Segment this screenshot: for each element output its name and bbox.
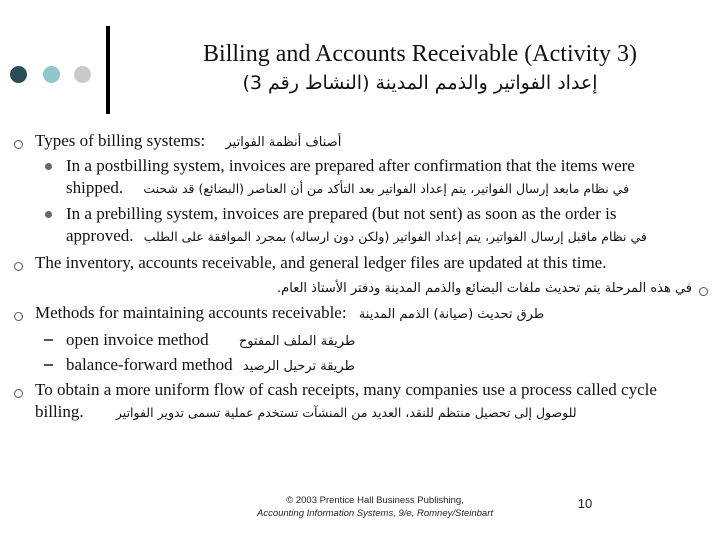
light-teal-dot <box>43 66 60 83</box>
slide-title-arabic-text: إعداد الفواتير والذمم المدينة (النشاط رقم 3) <box>242 72 598 94</box>
open-invoice-method-ar: طريقة الملف المفتوح <box>238 334 356 349</box>
copyright-line2: Accounting Information Systems, 9/e, Romney/Steinbart <box>256 508 494 519</box>
bullet-ar-methods-ar: طرق تحديث (صيانة) الذمم المدينة <box>358 307 545 322</box>
decorative-dots <box>10 66 96 84</box>
slide-title-arabic <box>120 68 720 97</box>
cycle-billing-line2 <box>35 402 577 423</box>
bullet-billing-types <box>35 131 341 153</box>
balance-forward-method <box>66 355 355 377</box>
postbilling-line2 <box>66 178 629 199</box>
postbilling-line2-en: shipped. <box>66 178 124 197</box>
cycle-billing-line2-en: billing. <box>35 402 84 421</box>
bullet-files-updated: The inventory, accounts receivable, and general ledger files are updated at this time. <box>35 253 607 272</box>
dark-teal-dot <box>10 66 27 83</box>
bullet-ar-methods-en: Methods for maintaining accounts receivable: <box>35 303 347 322</box>
sub-bullet-dot-icon <box>45 211 52 218</box>
bullet-circle-icon <box>14 262 23 271</box>
copyright-line1: © 2003 Prentice Hall Business Publishing, <box>286 495 464 506</box>
sub-bullet-dash-icon <box>44 339 53 341</box>
bullet-circle-icon <box>14 389 23 398</box>
bullet-billing-types-en: Types of billing systems: <box>35 131 206 150</box>
postbilling-line1: In a postbilling system, invoices are prepared after confirmation that the items were <box>66 156 635 175</box>
bullet-circle-icon <box>14 312 23 321</box>
bullet-circle-icon <box>699 287 708 296</box>
sub-bullet-dash-icon <box>44 364 53 366</box>
balance-forward-method-en: balance-forward method <box>66 355 233 374</box>
slide-title-english: Billing and Accounts Receivable (Activity 3) <box>203 41 637 67</box>
gray-dot <box>74 66 91 83</box>
prebilling-line2 <box>66 226 647 247</box>
cycle-billing-line1: To obtain a more uniform flow of cash receipts, many companies use a process called cycle <box>35 380 657 399</box>
copyright-footer <box>230 494 520 520</box>
postbilling-line2-ar: في نظام مابعد إرسال الفواتير، يتم إعداد الفواتير بعد التأكد من أن العناصر (البضائع) قد شحنت <box>143 181 630 196</box>
open-invoice-method-en: open invoice method <box>66 330 209 349</box>
balance-forward-method-ar: طريقة ترحيل الرصيد <box>242 359 355 374</box>
cycle-billing-line2-ar: للوصول إلى تحصيل منتظم للنقد، العديد من المنشآت تستخدم عملية تسمى تدوير الفواتير <box>115 405 577 420</box>
bullet-circle-icon <box>14 140 23 149</box>
page-number: 10 <box>577 496 593 511</box>
bullet-files-updated-ar: في هذه المرحلة يتم تحديث ملفات البضائع والذمم المدينة ودفتر الأستاذ العام. <box>277 281 692 296</box>
prebilling-line2-ar: في نظام ماقبل إرسال الفواتير، يتم إعداد الفواتير (ولكن دون ارساله) بمجرد الموافقة على الطلب <box>143 229 647 244</box>
prebilling-line1: In a prebilling system, invoices are prepared (but not sent) as soon as the order is <box>66 204 617 223</box>
prebilling-line2-en: approved. <box>66 226 134 245</box>
title-divider <box>106 26 110 114</box>
open-invoice-method <box>66 330 355 352</box>
bullet-ar-methods <box>35 303 544 325</box>
sub-bullet-dot-icon <box>45 163 52 170</box>
bullet-files-updated-ar-wrap <box>277 277 692 299</box>
bullet-billing-types-ar: أصناف أنظمة الفواتير <box>225 135 342 150</box>
